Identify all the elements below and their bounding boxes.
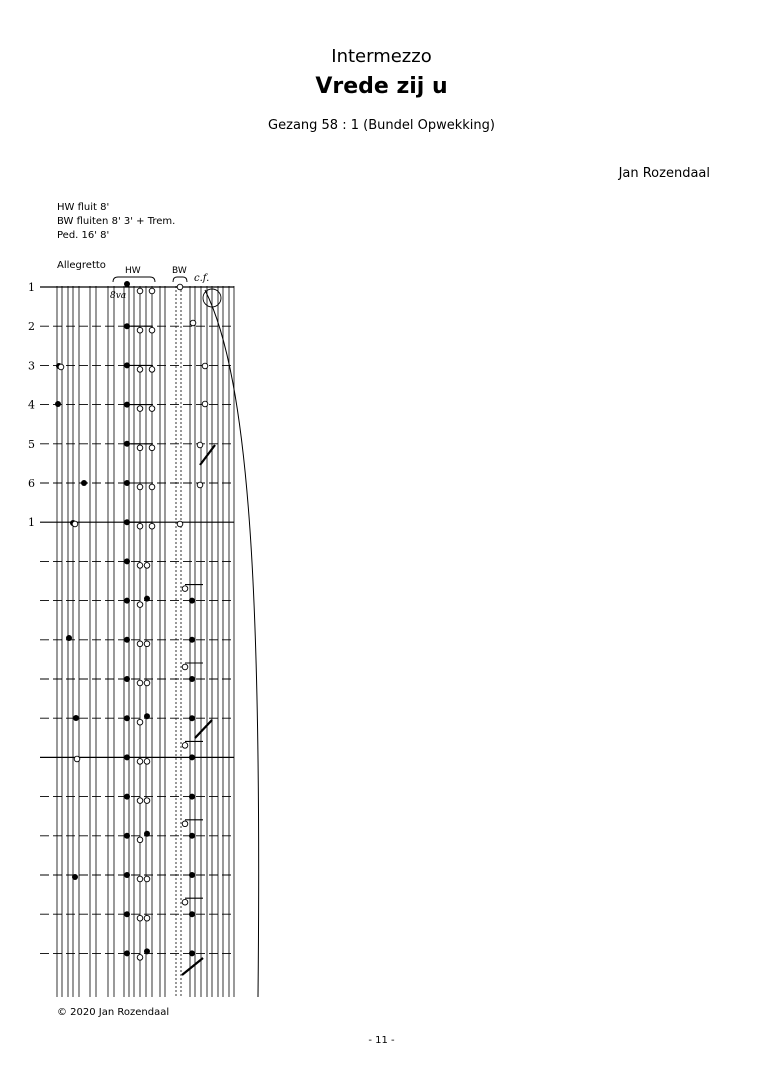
bw-bracket [173, 277, 187, 282]
score-staff [40, 286, 234, 997]
note-black [124, 676, 130, 682]
note-black [55, 401, 61, 407]
note-white [197, 442, 203, 448]
note-white [149, 484, 155, 490]
note-white [72, 521, 78, 527]
hw-bracket [113, 277, 155, 282]
beat-number: 5 [28, 437, 35, 451]
note-black [124, 558, 130, 564]
note-white [149, 445, 155, 451]
beat-number: 1 [28, 516, 35, 530]
note-white [144, 876, 150, 882]
note-white [177, 284, 183, 290]
note-white [182, 899, 188, 905]
note-white [144, 759, 150, 765]
manual-label-hw: HW [125, 266, 141, 276]
note-black [189, 715, 195, 721]
note-white [144, 798, 150, 804]
note-black [144, 713, 150, 719]
note-white [137, 955, 143, 961]
note-white [149, 406, 155, 412]
note-white [137, 876, 143, 882]
tempo-marking: Allegretto [57, 260, 106, 271]
note-white [144, 563, 150, 569]
note-white [74, 756, 80, 762]
note-black [144, 948, 150, 954]
manual-label-bw: BW [172, 266, 187, 276]
piece-source: Gezang 58 : 1 (Bundel Opwekking) [268, 118, 495, 133]
note-white [137, 641, 143, 647]
note-white [137, 602, 143, 608]
note-black [72, 874, 78, 880]
note-black [189, 676, 195, 682]
beat-number: 3 [28, 359, 35, 373]
tie-slash [182, 958, 203, 975]
note-black [189, 872, 195, 878]
note-black [189, 911, 195, 917]
note-white [182, 821, 188, 827]
beat-number: 4 [28, 398, 35, 412]
page-number: - 11 - [368, 1035, 395, 1046]
note-black [189, 598, 195, 604]
note-white [202, 401, 208, 407]
score-notes [55, 277, 259, 997]
note-white [137, 484, 143, 490]
beat-number: 1 [28, 281, 35, 294]
note-white [137, 759, 143, 765]
note-black [124, 833, 130, 839]
note-white [137, 288, 143, 294]
note-white [137, 367, 143, 373]
note-white [149, 523, 155, 529]
note-white [137, 406, 143, 412]
note-black [189, 637, 195, 643]
note-white [137, 523, 143, 529]
note-black [144, 831, 150, 837]
note-white [137, 798, 143, 804]
phrase-curve [205, 290, 259, 997]
copyright-notice: © 2020 Jan Rozendaal [57, 1007, 170, 1018]
note-white [58, 364, 64, 370]
note-black [189, 833, 195, 839]
piece-subtitle: Intermezzo [331, 46, 432, 67]
piece-title: Vrede zij u [315, 74, 448, 99]
note-white [197, 482, 203, 488]
tie-slash [200, 445, 215, 465]
note-black [81, 480, 87, 486]
note-black [124, 950, 130, 956]
note-black [189, 950, 195, 956]
note-white [182, 586, 188, 592]
note-black [66, 635, 72, 641]
beat-numbers [28, 281, 35, 529]
note-black [73, 715, 79, 721]
note-black [124, 281, 130, 287]
note-black [124, 754, 130, 760]
composer-name: Jan Rozendaal [618, 166, 710, 181]
note-black [144, 596, 150, 602]
note-white [202, 363, 208, 369]
note-black [124, 911, 130, 917]
note-black [124, 598, 130, 604]
note-white [137, 327, 143, 333]
note-white [137, 719, 143, 725]
tie-slash [195, 720, 212, 738]
beat-number: 6 [28, 477, 35, 490]
octave-mark: 8va [110, 291, 127, 301]
note-white [137, 680, 143, 686]
registration-line: BW fluiten 8' 3' + Trem. [57, 216, 176, 227]
note-white [144, 641, 150, 647]
note-white [149, 288, 155, 294]
note-white [149, 327, 155, 333]
note-white [137, 445, 143, 451]
note-white [137, 563, 143, 569]
note-white [182, 743, 188, 749]
note-white [137, 837, 143, 843]
cantus-firmus-mark: c.f. [194, 273, 210, 284]
note-white [144, 915, 150, 921]
note-white [144, 680, 150, 686]
note-black [124, 794, 130, 800]
note-white [149, 367, 155, 373]
registration-line: HW fluit 8' [57, 202, 110, 213]
note-black [124, 872, 130, 878]
registration-line: Ped. 16' 8' [57, 230, 110, 241]
note-black [124, 715, 130, 721]
note-white [137, 915, 143, 921]
beat-number: 2 [28, 320, 35, 334]
note-white [190, 320, 196, 326]
note-white [177, 521, 183, 527]
note-black [124, 637, 130, 643]
note-white [182, 664, 188, 670]
note-black [189, 794, 195, 800]
note-black [189, 754, 195, 760]
